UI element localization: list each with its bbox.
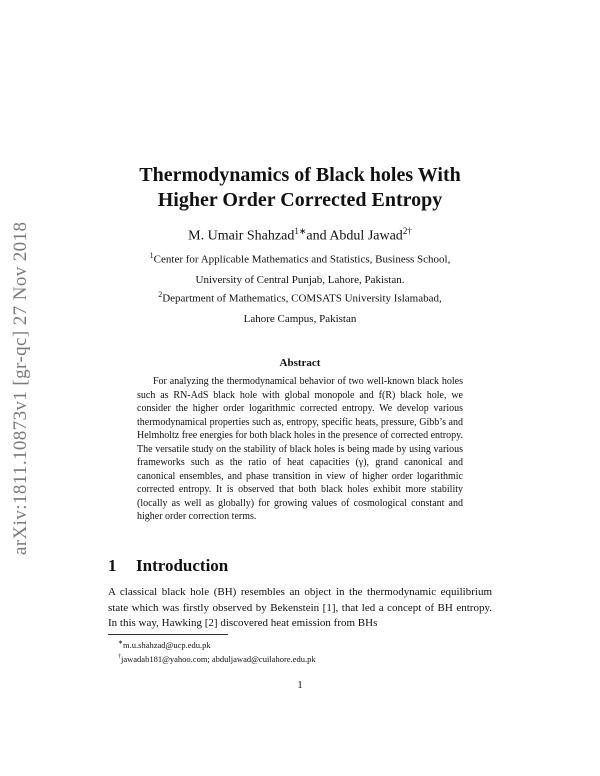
- title-line-1: Thermodynamics of Black holes With: [139, 164, 461, 186]
- footnote-1-mark: ∗: [118, 640, 124, 646]
- arxiv-identifier-stamp[interactable]: arXiv:1811.10873v1 [gr-qc] 27 Nov 2018: [10, 221, 31, 555]
- title-line-2: Higher Order Corrected Entropy: [157, 189, 443, 211]
- affiliation-1-mark: 1: [149, 251, 154, 260]
- author-list: [100, 226, 500, 245]
- footnote-2-text[interactable]: jawadab181@yahoo.com; abduljawad@cuilahore.edu.pk: [121, 653, 316, 664]
- footnote-1: [118, 637, 488, 651]
- affiliation-2-line-2: Lahore Campus, Pakistan: [243, 312, 357, 325]
- footnote-divider: [108, 634, 228, 635]
- author-2-mark: 2†: [402, 226, 412, 236]
- footnotes: [118, 637, 488, 665]
- paper-title: [100, 163, 500, 213]
- author-connector: and Abdul Jawad: [306, 228, 403, 244]
- abstract-heading: Abstract: [279, 357, 321, 369]
- affiliation-1-line-1: Center for Applicable Mathematics and Statistics, Business School,: [153, 253, 451, 266]
- affiliation-2: [100, 285, 500, 329]
- section-title: Introduction: [136, 556, 229, 575]
- footnote-2-mark: †: [118, 653, 121, 660]
- page-number: 1: [297, 679, 303, 691]
- section-number: 1: [108, 556, 117, 575]
- author-1-name: M. Umair Shahzad: [188, 228, 295, 244]
- abstract-text: For analyzing the thermodynamical behavior of two well-known black holes such as RN-AdS black hole with global monopole and f(R) black hole, we consider the higher order logarithmic corrected entropy. We develop various thermodynamical properties such as, entropy, specific heats, pressure, Gibb’s and Helmholtz free energies for both black holes in the presence of corrected entropy. The versatile study on the stability of black holes is being made by using various frameworks such as the ratio of heat capacities (γ), grand canonical and canonical ensembles, and phase transition in view of higher order logarithmic corrected entropy. It is observed that both black holes exhibit more stability (locally as well as globally) for growing values of cosmological constant and higher order correction terms.: [137, 376, 463, 522]
- affiliation-2-line-1: Department of Mathematics, COMSATS University Islamabad,: [162, 292, 442, 305]
- section-heading: [108, 556, 228, 576]
- footnote-1-text[interactable]: m.u.shahzad@ucp.edu.pk: [123, 639, 211, 650]
- affiliation-2-mark: 2: [158, 290, 163, 299]
- affiliation-1-line-2: University of Central Punjab, Lahore, Pakistan.: [195, 273, 405, 286]
- affiliation-1: [100, 246, 500, 290]
- introduction-paragraph: A classical black hole (BH) resembles an object in the thermodynamic equilibrium state which was firstly observed by Bekenstein [1], that led a concept of BH entropy. In this way, Hawking [2] discovered heat emission from BHs: [108, 586, 492, 629]
- author-1-mark: 1∗: [294, 226, 307, 236]
- footnote-2: [118, 651, 488, 665]
